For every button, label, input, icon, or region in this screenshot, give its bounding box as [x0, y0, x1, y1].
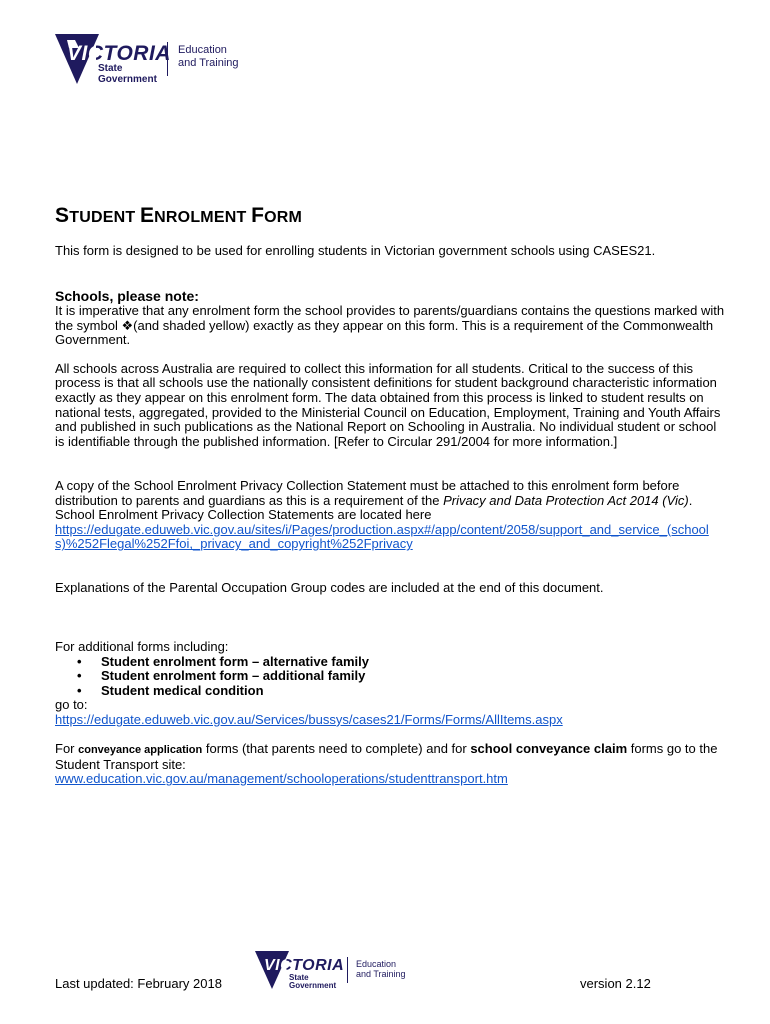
header-logo [55, 34, 239, 86]
footer-logo-dept-line1: Education [356, 959, 397, 969]
footer-logo [255, 951, 406, 991]
forms-list [55, 655, 725, 699]
logo-dept-line2: and Training [178, 56, 239, 69]
para1-part-b: (and shaded yellow) exactly as they appear on this form. This is a requirement of the Commonwealth Government. [55, 317, 714, 348]
title-cap-1: S [55, 204, 70, 227]
schools-note-para2: All schools across Australia are required to collect this information for all students. Critical to the success of this process is that all schools use the nationally consistent definitions for student background characteristic information exactly as they appear on this enrolment form. The data obtained from this process is linked to student results on national tests, aggregated, provided to the Ministerial Council on Education, Employment, Training and Youth Affairs and published in such publications as the National Report on Schooling in Australia. No individual student or school is identifiable through the published information. [Refer to Circular 291/2004 for more information.] [55, 360, 721, 449]
privacy-act: Privacy and Data Protection Act 2014 (Vic) [443, 492, 689, 508]
footer-logo-divider [347, 957, 348, 983]
title-rest-3: ORM [264, 209, 303, 226]
logo-government: Government [98, 73, 157, 85]
conv-application: conveyance application [78, 744, 203, 756]
conv-suffix: forms go to the Student Transport site: [55, 741, 718, 772]
privacy-line2: School Enrolment Privacy Collection Statements are located here [55, 507, 432, 523]
privacy-text-a: A copy of the School Enrolment Privacy Collection Statement must be attached to this enrolment form before distribution to parents and guardians as this is a requirement of the [55, 478, 680, 508]
occupation-note: Explanations of the Parental Occupation Group codes are included at the end of this document. [55, 580, 604, 595]
logo-state: State [98, 63, 123, 74]
additional-forms [55, 640, 725, 728]
conv-prefix: For [55, 741, 79, 756]
conveyance-para [55, 742, 725, 772]
page-title [55, 204, 302, 228]
list-item: • Student enrolment form – additional family [55, 669, 725, 684]
title-cap-2: E [139, 204, 155, 227]
footer-logo-government: Government [289, 981, 337, 991]
transport-link[interactable]: www.education.vic.gov.au/management/schooloperations/studenttransport.htm [55, 771, 508, 787]
logo-dept-line1: Education [178, 44, 227, 56]
para1-part-a: It is imperative that any enrolment form the school provides to parents/guardians contains the questions marked with the symbol [55, 303, 725, 333]
additional-forms-intro: For additional forms including: [55, 639, 229, 654]
footer-last-updated: Last updated: February 2018 [55, 976, 222, 991]
logo-wordmark: VICTORIA [67, 42, 171, 65]
privacy-text-b: . [688, 492, 693, 508]
forms-link[interactable]: https://edugate.eduweb.vic.gov.au/Services/bussys/cases21/Forms/Forms/AllItems.aspx [55, 711, 563, 727]
conveyance-section [55, 742, 725, 787]
intro-text: This form is designed to be used for enrolling students in Victorian government schools using CASES21. [55, 243, 656, 258]
schools-note-heading: Schools, please note: [55, 288, 199, 304]
schools-note-para1 [55, 304, 725, 348]
privacy-link[interactable]: https://edugate.eduweb.vic.gov.au/sites/i/Pages/production.aspx#/app/content/2058/support_and_service_(schools)%252Flegal%252Ffoi,_privacy_and_copyright%252Fprivacy [55, 521, 709, 552]
conv-middle: forms (that parents need to complete) and for [202, 741, 471, 756]
privacy-section [55, 479, 725, 552]
title-rest-2: NROLMENT [154, 209, 252, 226]
list-item: • Student medical condition [55, 684, 725, 699]
title-cap-3: F [251, 204, 265, 227]
footer-logo-dept-line2: and Training [356, 969, 406, 980]
footer-logo-wordmark: VICTORIA [264, 957, 345, 974]
conv-claim: school conveyance claim [470, 741, 628, 756]
symbol-icon: ❖ [121, 317, 134, 333]
goto-text: go to: [55, 697, 88, 713]
schools-note [55, 288, 725, 449]
privacy-para [55, 479, 725, 552]
list-item: • Student enrolment form – alternative family [55, 655, 725, 670]
footer-version: version 2.12 [580, 976, 651, 991]
title-rest-1: TUDENT [69, 209, 140, 226]
footer-logo-state: State [289, 973, 309, 982]
footer-victoria-emblem [255, 951, 345, 991]
victoria-emblem [55, 34, 171, 86]
